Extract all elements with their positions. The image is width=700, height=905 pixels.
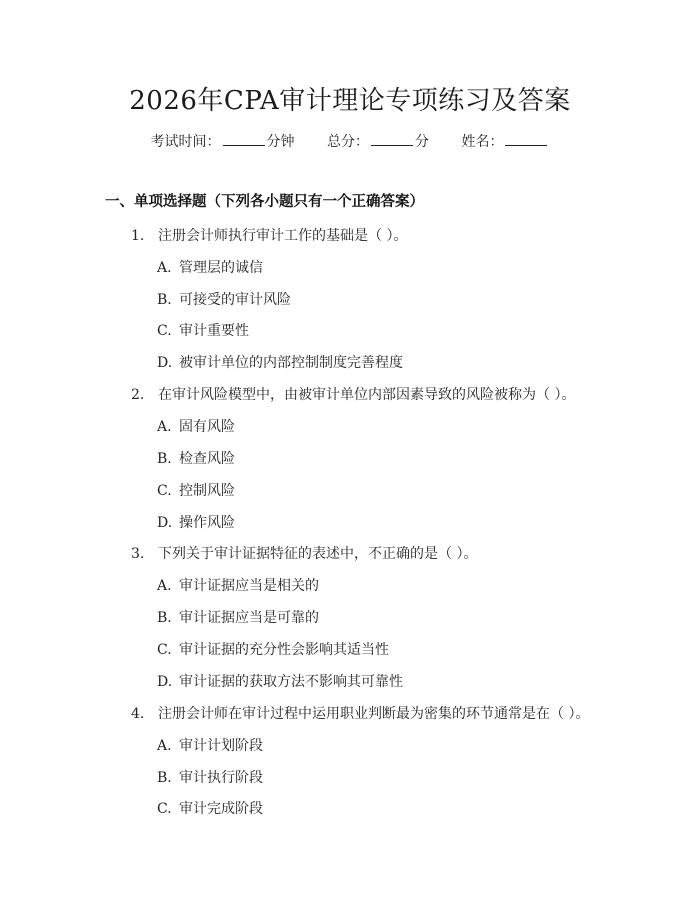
option-1b — [157, 289, 291, 309]
question-text: 注册会计师执行审计工作的基础是（ ）。 — [158, 228, 408, 244]
option-letter: A. — [157, 419, 172, 435]
option-text: 管理层的诚信 — [179, 260, 263, 276]
option-text: 操作风险 — [179, 515, 235, 531]
question-text: 注册会计师在审计过程中运用职业判断最为密集的环节通常是在（ ）。 — [158, 706, 590, 722]
exam-time-unit: 分钟 — [266, 134, 295, 150]
option-text: 审计证据应当是相关的 — [179, 578, 319, 594]
exam-time-label: 考试时间： — [150, 134, 221, 150]
question-number: 1. — [131, 228, 145, 244]
total-score-unit: 分 — [415, 134, 429, 150]
option-3b — [157, 607, 319, 627]
question-number: 3. — [131, 546, 145, 562]
option-letter: D. — [157, 674, 173, 690]
question-2 — [131, 384, 575, 404]
option-2a — [157, 416, 235, 436]
option-letter: D. — [157, 515, 173, 531]
option-1c — [157, 320, 249, 340]
option-letter: B. — [157, 770, 172, 786]
name-blank — [505, 133, 547, 146]
option-letter: B. — [157, 610, 172, 626]
option-text: 检查风险 — [179, 451, 235, 467]
option-letter: C. — [157, 483, 172, 499]
option-2c — [157, 480, 235, 500]
question-number: 4. — [131, 706, 145, 722]
question-text: 下列关于审计证据特征的表述中，不正确的是（ ）。 — [158, 546, 478, 562]
option-text: 控制风险 — [179, 483, 235, 499]
option-letter: B. — [157, 292, 172, 308]
option-text: 被审计单位的内部控制制度完善程度 — [179, 355, 403, 371]
question-number: 2. — [131, 387, 145, 403]
option-letter: C. — [157, 323, 172, 339]
option-letter: B. — [157, 451, 172, 467]
exam-meta-line — [0, 131, 700, 151]
option-text: 审计执行阶段 — [179, 770, 263, 786]
question-text: 在审计风险模型中，由被审计单位内部因素导致的风险被称为（ ）。 — [158, 387, 576, 403]
option-2d — [157, 512, 235, 532]
option-text: 审计证据应当是可靠的 — [179, 610, 319, 626]
option-text: 审计完成阶段 — [179, 801, 263, 817]
total-score-label: 总分： — [327, 134, 369, 150]
option-1a — [157, 257, 263, 277]
name-label: 姓名： — [461, 134, 504, 150]
option-3c — [157, 639, 389, 659]
total-score-blank — [371, 133, 413, 146]
option-text: 审计重要性 — [179, 323, 249, 339]
option-4c — [157, 798, 263, 818]
option-3a — [157, 575, 319, 595]
option-letter: C. — [157, 642, 172, 658]
option-letter: A. — [157, 260, 172, 276]
exam-time-field — [151, 131, 295, 151]
name-field — [461, 131, 549, 151]
question-4 — [131, 703, 589, 723]
option-text: 固有风险 — [179, 419, 235, 435]
option-text: 审计计划阶段 — [179, 738, 263, 754]
option-letter: A. — [157, 738, 172, 754]
option-letter: A. — [157, 578, 172, 594]
option-2b — [157, 448, 235, 468]
section-heading: 一、单项选择题（下列各小题只有一个正确答案） — [105, 193, 424, 210]
question-3 — [131, 543, 477, 563]
option-4b — [157, 767, 263, 787]
option-text: 审计证据的获取方法不影响其可靠性 — [179, 674, 403, 690]
question-1 — [131, 225, 407, 245]
option-1d — [157, 352, 403, 372]
option-text: 审计证据的充分性会影响其适当性 — [179, 642, 389, 658]
option-letter: D. — [157, 355, 173, 371]
document-title: 2026年CPA审计理论专项练习及答案 — [129, 86, 571, 116]
option-3d — [157, 671, 403, 691]
total-score-field — [327, 131, 429, 151]
option-text: 可接受的审计风险 — [179, 292, 291, 308]
option-4a — [157, 735, 263, 755]
option-letter: C. — [157, 801, 172, 817]
exam-time-blank — [223, 133, 265, 146]
